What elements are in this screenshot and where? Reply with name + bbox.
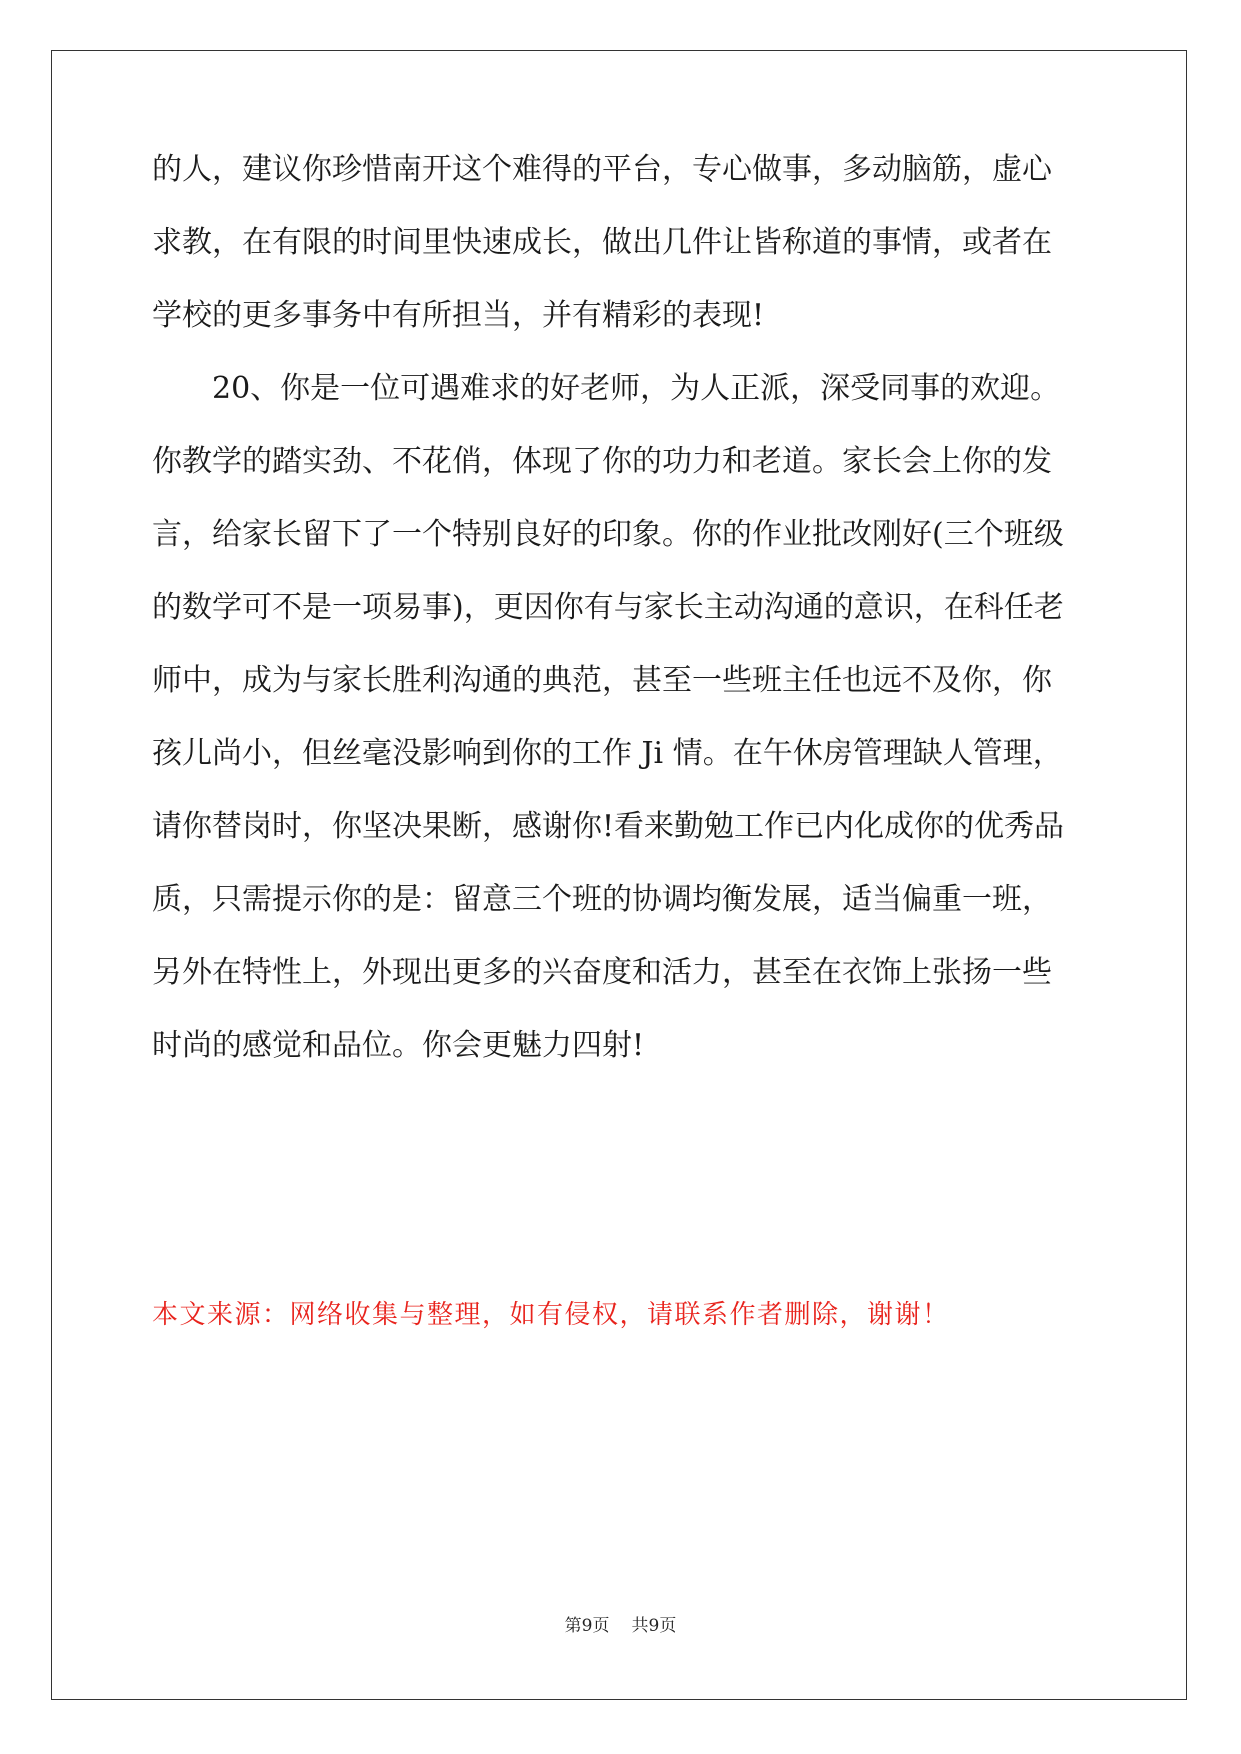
paragraph-line: 学校的更多事务中有所担当，并有精彩的表现!: [152, 298, 765, 333]
page-footer: [0, 1614, 1241, 1638]
paragraph-line: 求教，在有限的时间里快速成长，做出几件让皆称道的事情，或者在: [152, 225, 1052, 260]
paragraph-line: 另外在特性上，外现出更多的兴奋度和活力，甚至在衣饰上张扬一些: [152, 955, 1052, 990]
page-number-total: 共9页: [631, 1616, 677, 1636]
paragraph-line: 时尚的感觉和品位。你会更魅力四射!: [152, 1028, 645, 1063]
paragraph-line: 孩儿尚小，但丝毫没影响到你的工作 Ji 情。在午休房管理缺人管理，: [152, 736, 1063, 771]
source-notice: 本文来源：网络收集与整理，如有侵权，请联系作者删除，谢谢！: [152, 1300, 950, 1330]
paragraph-line: 请你替岗时，你坚决果断，感谢你!看来勤勉工作已内化成你的优秀品: [152, 809, 1065, 844]
paragraph-line: 的人，建议你珍惜南开这个难得的平台，专心做事，多动脑筋，虚心: [152, 152, 1052, 187]
paragraph-line: 的数学可不是一项易事)，更因你有与家长主动沟通的意识，在科任老: [152, 590, 1064, 625]
paragraph-line: 师中，成为与家长胜利沟通的典范，甚至一些班主任也远不及你，你: [152, 663, 1052, 698]
paragraph-line: 你教学的踏实劲、不花俏，体现了你的功力和老道。家长会上你的发: [152, 444, 1052, 479]
paragraph-line: 言，给家长留下了一个特别良好的印象。你的作业批改刚好(三个班级: [152, 517, 1064, 552]
paragraph-line: 20、你是一位可遇难求的好老师，为人正派，深受同事的欢迎。: [212, 371, 1061, 406]
paragraph-line: 质，只需提示你的是：留意三个班的协调均衡发展，适当偏重一班，: [152, 882, 1052, 917]
page-number-current: 第9页: [564, 1616, 610, 1636]
